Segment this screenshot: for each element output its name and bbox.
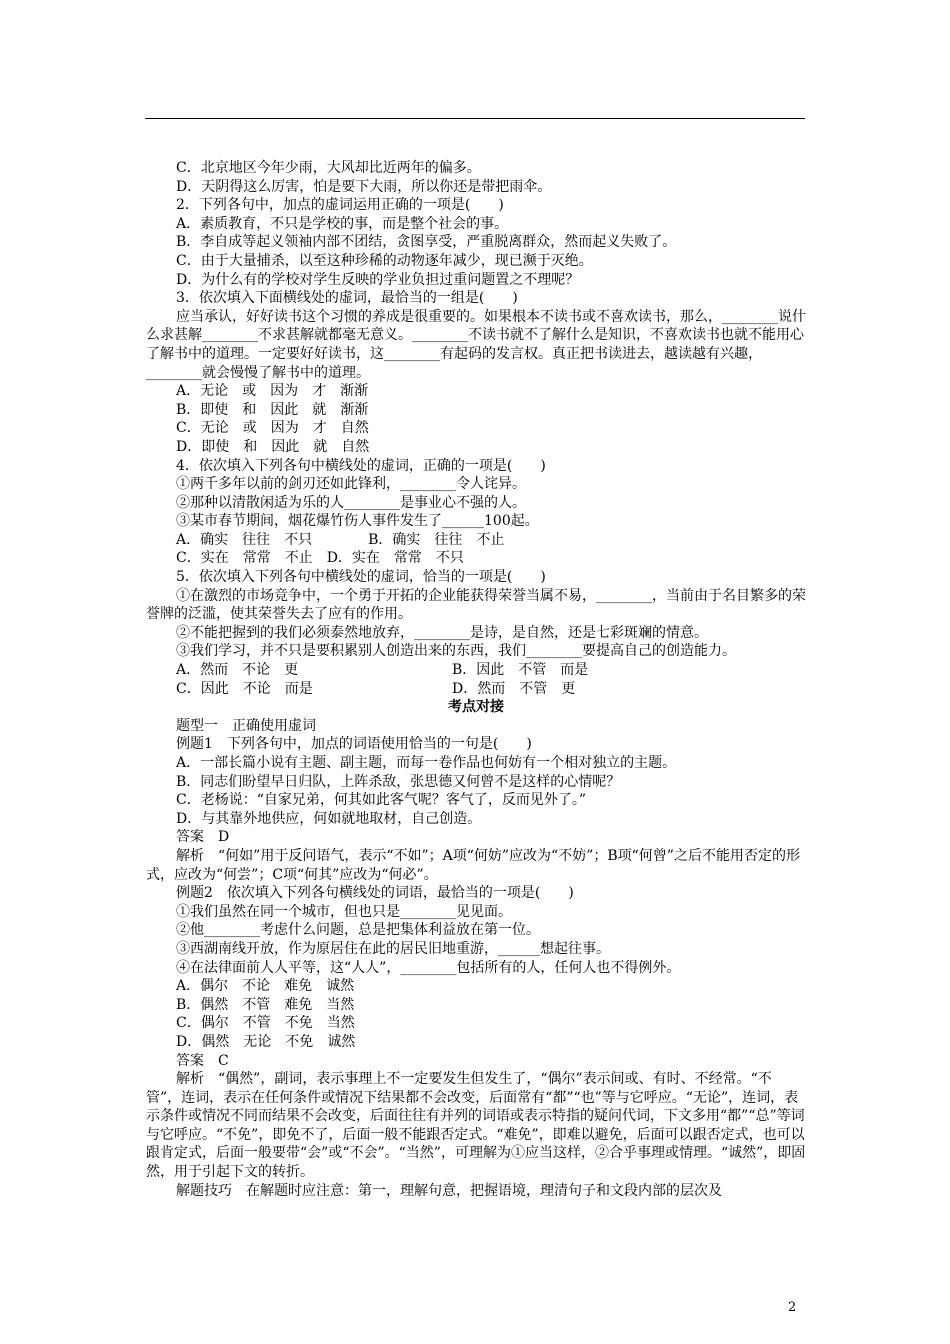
option-line: C．偶尔 不管 不免 当然 — [176, 1015, 355, 1032]
question-stem: 5．依次填入下列各句中横线处的虚词，恰当的一项是( ) — [176, 569, 546, 586]
option-line: B．偶然 不管 难免 当然 — [176, 996, 355, 1013]
option-line: A．确实 往往 不只 B．确实 往往 不止 — [176, 531, 505, 548]
answer-line: 答案 C — [176, 1052, 229, 1069]
sentence-line: ③某市春节期间，烟花爆竹伤人事件发生了______100起。 — [176, 513, 539, 530]
explanation-paragraph: 解析 “偶然”，副词，表示事理上不一定要发生但发生了，“偶尔”表示间或、有时、不经常。“不管”，连词，表示在任何条件或情况下结果都不会改变，后面常有“都”“也”等与它呼应。“无论”，连词，表示条件或情况不同而结果不会改变，后面往往有并列的词语或表示特指的疑问代词，下文多用“都”“总”等词与它呼应。“不免”，即免不了，后面一般不能跟否定式。“难免”，即难以避免，后面可以跟否定式，也可以跟肯定式，后面一般要带“会”或“不会”。“当然”，可理解为①应当这样，②合乎事理或情理。“诚然”，即固然，用于引起下文的转折。 — [146, 1071, 806, 1181]
option-line: C．无论 或 因为 才 自然 — [176, 420, 369, 437]
header-rule — [145, 118, 805, 119]
section-title: 考点对接 — [448, 699, 504, 716]
sentence-paragraph: ①在激烈的市场竞争中，一个勇于开拓的企业能获得荣誉当属不易，________，当前由于名目繁多的荣誉牌的泛滥，使其荣誉失去了应有的作用。 — [146, 587, 806, 623]
question-stem: 4．依次填入下列各句中横线处的虚词，正确的一项是( ) — [176, 457, 546, 474]
page-content — [146, 159, 806, 1200]
page-number: 2 — [788, 1300, 797, 1315]
option-row — [146, 680, 806, 699]
option-line: C．北京地区今年少雨，大风却比近两年的偏多。 — [176, 160, 481, 176]
tips-line: 解题技巧 在解题时应注意：第一，理解句意，把握语境，理清句子和文段内部的层次及 — [176, 1182, 722, 1199]
option-line: A．素质教育，不只是学校的事，而是整个社会的事。 — [176, 215, 509, 232]
option-line: D．与其靠外地供应，何如就地取材，自己创造。 — [176, 810, 482, 827]
sentence-line: ②他________考虑什么问题，总是把集体利益放在第一位。 — [176, 922, 540, 939]
sentence-paragraph: ③我们学习，并不只是要积累别人创造出来的东西，我们________要提高自己的创造能力。 — [176, 643, 736, 660]
option-line: A．一部长篇小说有主题、副主题，而每一卷作品也何妨有一个相对独立的主题。 — [176, 755, 677, 771]
option-line: D．偶然 无论 不免 诚然 — [176, 1033, 356, 1050]
option-line: C．实在 常常 不止 D．实在 常常 不只 — [176, 550, 464, 567]
option-c: C．因此 不论 而是 — [176, 680, 313, 697]
option-line: A．偶尔 不论 难免 诚然 — [176, 978, 355, 995]
sentence-line: ①两千多年以前的剑刃还如此锋利，________令人诧异。 — [176, 476, 526, 493]
explanation-paragraph: 解析 “何如”用于反问语气，表示“不如”；A项“何妨”应改为“不妨”；B项“何曾”之后不能用否定的形式，应改为“何尝”；C项“何其”应改为“何必”。 — [146, 847, 800, 883]
question-passage: 应当承认，好好读书这个习惯的养成是很重要的。如果根本不读书或不喜欢读书，那么，________说什么求甚解________不求甚解就都毫无意义。________不读书就不了解什么是知识，不喜欢读书也就不能用心了解书中的道理。一定要好好读书，这________有起码的发言权。真正把书读进去，越读越有兴趣，________就会慢慢了解书中的道理。 — [146, 308, 806, 381]
option-a: A．然而 不论 更 — [176, 662, 299, 679]
answer-line: 答案 D — [176, 829, 230, 846]
option-line: D．即使 和 因此 就 自然 — [176, 438, 370, 455]
sentence-line: ②那种以清散闲适为乐的人________是事业心不强的人。 — [176, 494, 526, 511]
example-stem: 例题1 下列各句中，加点的词语使用恰当的一句是( ) — [176, 736, 532, 753]
subsection-title: 题型一 正确使用虚词 — [176, 717, 316, 734]
option-line: C．由于大量捕杀，以至这种珍稀的动物逐年减少，现已濒于灭绝。 — [176, 252, 593, 269]
question-stem: 3．依次填入下面横线处的虚词，最恰当的一组是( ) — [176, 290, 518, 307]
option-line: C．老杨说：“自家兄弟，何其如此客气呢？客气了，反而见外了。” — [176, 792, 587, 809]
option-b: B．因此 不管 而是 — [452, 662, 589, 679]
option-line: A．无论 或 因为 才 渐渐 — [176, 383, 369, 400]
option-d: D．然而 不管 更 — [452, 680, 576, 697]
option-line: B．李自成等起义领袖内部不团结，贪图享受，严重脱离群众，然而起义失败了。 — [176, 234, 677, 251]
sentence-line: ②不能把握到的我们必须泰然地放弃，________是诗，是自然，还是七彩斑斓的情意。 — [176, 624, 708, 641]
sentence-line: ③西湖南线开放，作为原居住在此的居民旧地重游，______想起往事。 — [176, 940, 610, 957]
option-line: D．天阴得这么厉害，怕是要下大雨，所以你还是带把雨伞。 — [176, 178, 552, 195]
sentence-line: ④在法律面前人人平等，这“人人”，________包括所有的人，任何人也不得例外。 — [176, 959, 681, 976]
option-line: B．即使 和 因此 就 渐渐 — [176, 401, 369, 418]
sentence-line: ①我们虽然在同一个城市，但也只是________见见面。 — [176, 903, 512, 920]
option-line: B．同志们盼望早日归队，上阵杀敌，张思德又何曾不是这样的心情呢？ — [176, 773, 621, 790]
option-row — [146, 661, 806, 680]
example-stem: 例题2 依次填入下列各句横线处的词语，最恰当的一项是( ) — [176, 885, 574, 902]
question-stem: 2．下列各句中，加点的虚词运用正确的一项是( ) — [176, 197, 504, 214]
option-line: D．为什么有的学校对学生反映的学业负担过重问题置之不理呢？ — [176, 271, 580, 288]
